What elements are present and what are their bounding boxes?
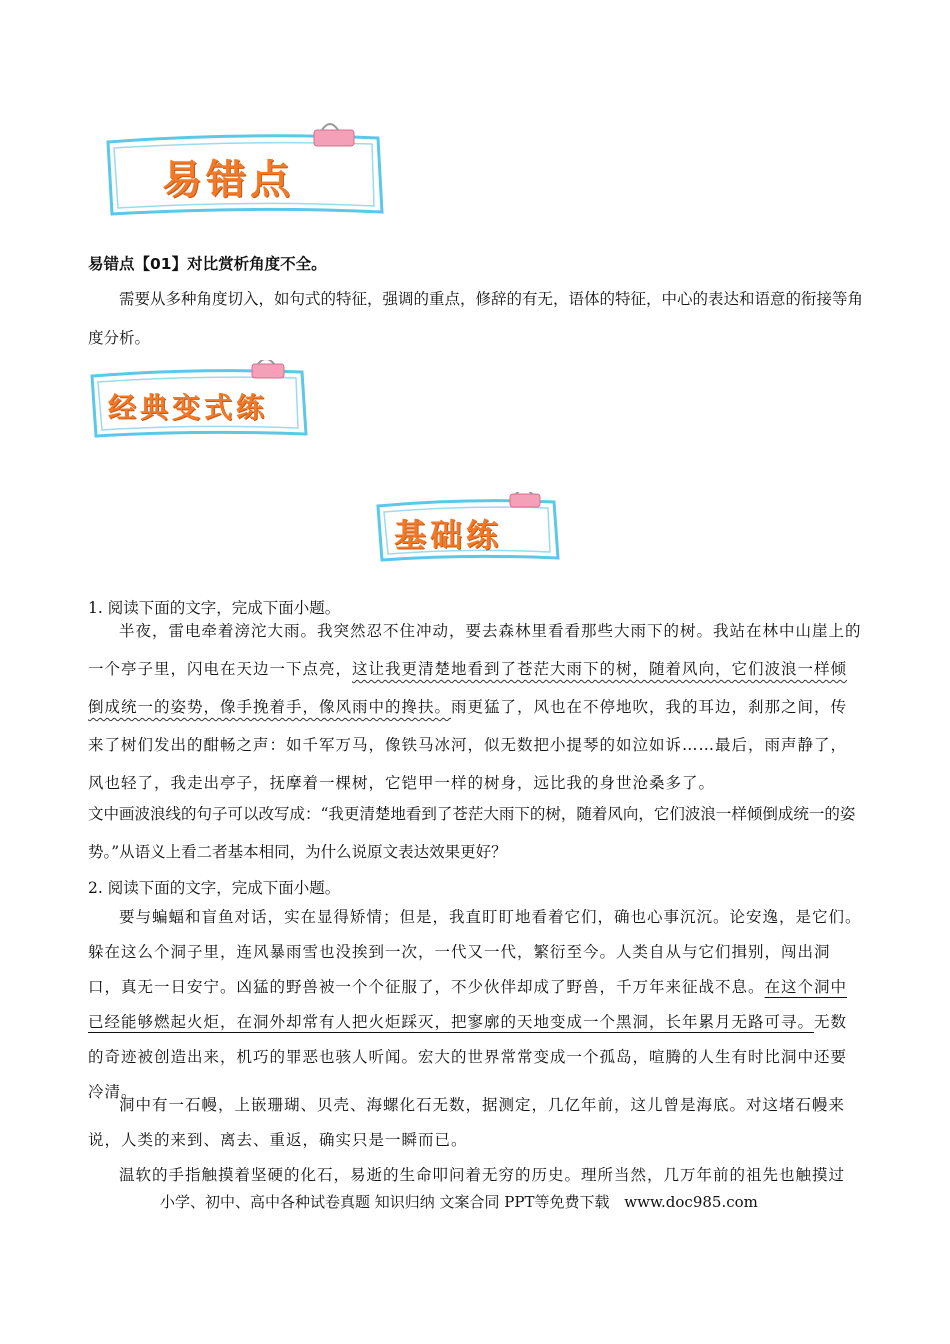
page-footer xyxy=(160,1191,768,1212)
error-points-banner xyxy=(100,120,390,220)
question-1-prompt: 文中画波浪线的句子可以改写成：“我更清楚地看到了苍茫大雨下的树，随着风向，它们波浪一样倾倒成统一的姿势。”从语义上看二者基本相同，为什么说原文表达效果更好？ xyxy=(88,805,856,861)
question-2-paragraph-1 xyxy=(88,900,863,1110)
question-1-intro: 1. 阅读下面的文字，完成下面小题。 xyxy=(88,599,341,617)
classic-variants-banner xyxy=(86,360,311,440)
basic-practice-banner xyxy=(372,492,562,564)
passage-text: 要与蝙蝠和盲鱼对话，实在显得矫情；但是，我直盯盯地看着它们，确也心事沉沉。论安逸，是它们。躲在这么个洞子里，连风暴雨雪也没挨到一次，一代又一代，繁衍至今。人类自从与它们揖别，闯出洞口，真无一日安宁。凶猛的野兽被一个个征服了，不少伙伴却成了野兽，千万年来征战不息。 xyxy=(88,908,862,996)
passage-text: 雨更猛了，风也在不停地吹，我的耳边，刹那之间，传来了树们发出的酣畅之声：如千军万马，像铁马冰河，似无数把小提琴的如泣如诉……最后，雨声静了，风也轻了，我走出亭子，抚摩着一棵树，它铠甲一样的树身，远比我的身世沧桑多了。 xyxy=(88,698,848,792)
error-point-heading: 易错点【01】对比赏析角度不全。 xyxy=(88,255,327,273)
wavy-underlined-sentence: 这让我更清楚地看到了苍茫大雨下的树，随着风向，它们波浪一样倾倒成统一的姿势，像手挽着手，像风雨中的搀扶。 xyxy=(88,660,848,716)
banner-title: 基础练 xyxy=(394,516,503,554)
question-2-paragraph-2: 洞中有一石幔，上嵌珊瑚、贝壳、海螺化石无数，据测定，几亿年前，这儿曾是海底。对这堵石幔来说，人类的来到、离去、重返，确实只是一瞬而已。 xyxy=(88,1096,846,1149)
passage-text: 半夜，雷电牵着滂沱大雨。我突然忍不住冲动，要去森林里看看那些大雨下的树。我站在林中山崖上的一个亭子里，闪电在天边一下点亮， xyxy=(88,622,862,678)
banner-title: 经典变式练 xyxy=(108,391,269,424)
footer-url[interactable]: www.doc985.com xyxy=(624,1193,758,1211)
banner-title: 易错点 xyxy=(162,157,294,203)
passage-text: 无数的奇迹被创造出来，机巧的罪恶也骇人听闻。宏大的世界常常变成一个孤岛，喧腾的人生有时比洞中还要冷清。 xyxy=(88,1013,848,1101)
question-2-intro: 2. 阅读下面的文字，完成下面小题。 xyxy=(88,879,341,897)
question-2-paragraph-3: 温软的手指触摸着坚硬的化石，易逝的生命叩问着无穷的历史。理所当然，几万年前的祖先也触摸过 xyxy=(119,1166,846,1184)
underlined-sentence: 在这个洞中已经能够燃起火炬，在洞外却常有人把火炬踩灭，把寥廓的天地变成一个黑洞，长年累月无路可寻。 xyxy=(88,978,848,1031)
error-point-text: 需要从多种角度切入，如句式的特征，强调的重点，修辞的有无，语体的特征，中心的表达和语意的衔接等角度分析。 xyxy=(88,290,864,347)
footer-text: 小学、初中、高中各种试卷真题 知识归纳 文案合同 PPT等免费下载 xyxy=(160,1193,610,1211)
question-1-passage xyxy=(88,612,863,802)
